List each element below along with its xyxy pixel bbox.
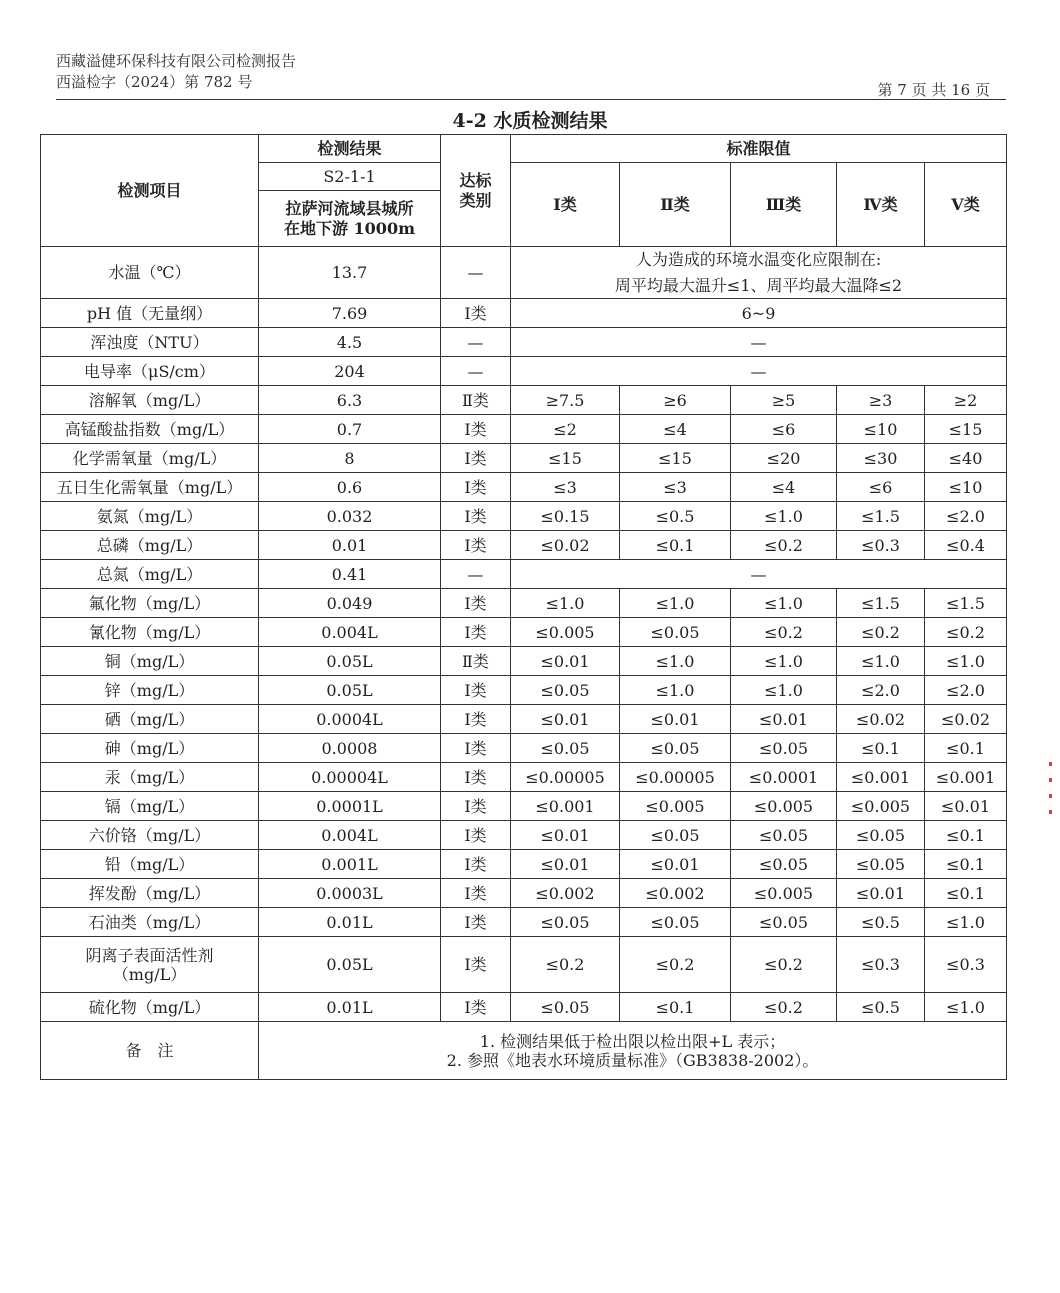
standard-limit-class-3: ≤20 [731, 444, 837, 473]
standard-limit-class-3: ≤0.05 [731, 734, 837, 763]
test-item [41, 937, 259, 993]
company-name: 西藏溢健环保科技有限公司检测报告 [56, 52, 297, 70]
table-row [41, 618, 1007, 647]
grade-class: Ⅰ类 [441, 415, 511, 444]
standard-limit-class-1: ≤0.15 [511, 502, 620, 531]
table-row [41, 328, 1007, 357]
standard-limit-class-4: ≤0.5 [837, 993, 925, 1022]
standard-limit-class-4: ≤0.001 [837, 763, 925, 792]
table-row [41, 763, 1007, 792]
standard-limit-line1: 人为造成的环境水温变化应限制在: [635, 250, 882, 269]
table-row [41, 879, 1007, 908]
test-result: 7.69 [259, 299, 441, 328]
standard-limit-class-2: ≤0.00005 [620, 763, 731, 792]
table-row [41, 734, 1007, 763]
standard-limit-class-3: ≤0.005 [731, 879, 837, 908]
standard-limit-class-3: ≤0.2 [731, 531, 837, 560]
standard-limit-class-3: ≥5 [731, 386, 837, 415]
test-item: 总磷（mg/L） [41, 531, 259, 560]
test-result: 0.41 [259, 560, 441, 589]
table-row [41, 676, 1007, 705]
test-item: 硒（mg/L） [41, 705, 259, 734]
header-class-3: Ⅲ类 [731, 163, 837, 247]
grade-class: Ⅰ类 [441, 792, 511, 821]
standard-limit-class-1: ≤0.01 [511, 705, 620, 734]
standard-limit-class-4: ≤0.5 [837, 908, 925, 937]
standard-limit-class-1: ≤0.05 [511, 734, 620, 763]
header-item: 检测项目 [41, 135, 259, 247]
header-result: 检测结果 [259, 135, 441, 163]
standard-limit-class-1: ≥7.5 [511, 386, 620, 415]
standard-limit-class-1: ≤15 [511, 444, 620, 473]
standard-limit-class-5: ≤0.3 [925, 937, 1007, 993]
grade-class: Ⅰ类 [441, 705, 511, 734]
standard-limit-class-5: ≤0.1 [925, 821, 1007, 850]
standard-limit-class-4: ≤0.1 [837, 734, 925, 763]
table-row [41, 908, 1007, 937]
report-number: 西溢检字（2024）第 782 号 [56, 73, 253, 91]
test-item: 镉（mg/L） [41, 792, 259, 821]
standard-limit-class-4: ≤0.05 [837, 821, 925, 850]
standard-limit-class-5: ≥2 [925, 386, 1007, 415]
standard-limit-class-2: ≤1.0 [620, 589, 731, 618]
table-row [41, 473, 1007, 502]
standard-limit-class-2: ≤0.05 [620, 618, 731, 647]
test-result: 0.049 [259, 589, 441, 618]
table-row [41, 531, 1007, 560]
test-result: 13.7 [259, 247, 441, 299]
standard-limit-class-3: ≤6 [731, 415, 837, 444]
standard-limit-class-4: ≤1.5 [837, 502, 925, 531]
standard-limit-class-3: ≤1.0 [731, 676, 837, 705]
standard-limit-class-2: ≤4 [620, 415, 731, 444]
standard-limit-class-2: ≤0.05 [620, 734, 731, 763]
standard-limit-class-5: ≤40 [925, 444, 1007, 473]
standard-limit-class-4: ≤0.3 [837, 531, 925, 560]
grade-class: Ⅰ类 [441, 444, 511, 473]
standard-limit-class-4: ≤10 [837, 415, 925, 444]
standard-limit-class-3: ≤0.01 [731, 705, 837, 734]
standard-limit-class-5: ≤10 [925, 473, 1007, 502]
standard-limit-class-2: ≤0.1 [620, 531, 731, 560]
test-item: 水温（℃） [41, 247, 259, 299]
grade-class: Ⅱ类 [441, 386, 511, 415]
table-row [41, 821, 1007, 850]
binding-edge-marks [1049, 762, 1053, 832]
standard-limit-class-2: ≤0.002 [620, 879, 731, 908]
test-item: 氰化物（mg/L） [41, 618, 259, 647]
table-row [41, 589, 1007, 618]
standard-limit-class-5: ≤0.1 [925, 734, 1007, 763]
test-item: 石油类（mg/L） [41, 908, 259, 937]
grade-class: Ⅰ类 [441, 850, 511, 879]
table-row [41, 705, 1007, 734]
standard-limit-class-4: ≤6 [837, 473, 925, 502]
grade-class: Ⅰ类 [441, 299, 511, 328]
test-result: 6.3 [259, 386, 441, 415]
header-class-2: Ⅱ类 [620, 163, 731, 247]
standard-limit-class-1: ≤0.05 [511, 908, 620, 937]
standard-limit-class-4: ≤0.005 [837, 792, 925, 821]
table-title: 4-2 水质检测结果 [452, 110, 608, 132]
header-standard: 标准限值 [511, 135, 1007, 163]
table-row [41, 647, 1007, 676]
sample-location [259, 191, 441, 247]
test-item: 总氮（mg/L） [41, 560, 259, 589]
standard-limit-class-2: ≤0.01 [620, 850, 731, 879]
standard-limit-class-2: ≤0.1 [620, 993, 731, 1022]
test-item: 溶解氧（mg/L） [41, 386, 259, 415]
standard-limit-line2: 周平均最大温升≤1、周平均最大温降≤2 [614, 275, 903, 295]
standard-limit-class-5: ≤0.2 [925, 618, 1007, 647]
grade-class: — [441, 328, 511, 357]
standard-limit-class-5: ≤1.0 [925, 908, 1007, 937]
standard-limit-class-4: ≤2.0 [837, 676, 925, 705]
standard-limit-class-1: ≤3 [511, 473, 620, 502]
grade-class: — [441, 247, 511, 299]
test-result: 204 [259, 357, 441, 386]
table-row [41, 444, 1007, 473]
standard-limit-class-5: ≤2.0 [925, 502, 1007, 531]
standard-limit-class-4: ≥3 [837, 386, 925, 415]
test-item: 铅（mg/L） [41, 850, 259, 879]
grade-class: — [441, 560, 511, 589]
standard-limit-class-2: ≤0.01 [620, 705, 731, 734]
test-result: 0.7 [259, 415, 441, 444]
header-class-4: Ⅳ类 [837, 163, 925, 247]
grade-class: Ⅰ类 [441, 937, 511, 993]
standard-limit-class-5: ≤1.0 [925, 647, 1007, 676]
test-result: 0.004L [259, 821, 441, 850]
notes [259, 1022, 1007, 1080]
standard-limit-class-2: ≤0.005 [620, 792, 731, 821]
standard-limit-class-1: ≤0.01 [511, 850, 620, 879]
edge-mark [1049, 762, 1052, 766]
test-item: 挥发酚（mg/L） [41, 879, 259, 908]
test-result: 0.05L [259, 937, 441, 993]
standard-limit-class-1: ≤0.00005 [511, 763, 620, 792]
grade-class: Ⅰ类 [441, 676, 511, 705]
test-result: 0.0001L [259, 792, 441, 821]
table-row [41, 299, 1007, 328]
header-divider [56, 99, 1006, 100]
standard-limit-class-1: ≤0.02 [511, 531, 620, 560]
test-result: 0.032 [259, 502, 441, 531]
standard-limit-class-4: ≤0.01 [837, 879, 925, 908]
standard-limit-class-5: ≤0.4 [925, 531, 1007, 560]
standard-limit-class-5: ≤15 [925, 415, 1007, 444]
notes-label: 备 注 [41, 1022, 259, 1080]
test-result: 0.004L [259, 618, 441, 647]
test-item: 电导率（μS/cm） [41, 357, 259, 386]
header-grade-line1: 达标 [459, 171, 492, 191]
grade-class: Ⅰ类 [441, 763, 511, 792]
standard-limit-class-4: ≤30 [837, 444, 925, 473]
test-result: 8 [259, 444, 441, 473]
header-class-5: Ⅴ类 [925, 163, 1007, 247]
sample-location-line1: 拉萨河流域县城所 [285, 199, 414, 219]
test-item: 氟化物（mg/L） [41, 589, 259, 618]
grade-class: Ⅰ类 [441, 734, 511, 763]
table-row [41, 386, 1007, 415]
standard-limit-class-1: ≤0.001 [511, 792, 620, 821]
standard-limit-class-2: ≥6 [620, 386, 731, 415]
header-grade [441, 135, 511, 247]
header-class-1: Ⅰ类 [511, 163, 620, 247]
table-row [41, 357, 1007, 386]
test-item: 铜（mg/L） [41, 647, 259, 676]
standard-limit-class-3: ≤0.005 [731, 792, 837, 821]
standard-limit-class-4: ≤0.2 [837, 618, 925, 647]
sample-id: S2-1-1 [259, 163, 441, 191]
standard-limit-class-2: ≤15 [620, 444, 731, 473]
test-result: 0.001L [259, 850, 441, 879]
grade-class: Ⅰ类 [441, 821, 511, 850]
grade-class: Ⅱ类 [441, 647, 511, 676]
standard-limit-class-2: ≤0.05 [620, 821, 731, 850]
standard-limit-class-1: ≤0.2 [511, 937, 620, 993]
standard-limit-class-2: ≤1.0 [620, 647, 731, 676]
table-row [41, 247, 1007, 299]
standard-limit-class-3: ≤0.05 [731, 850, 837, 879]
standard-limit-class-3: ≤1.0 [731, 589, 837, 618]
test-item: 六价铬（mg/L） [41, 821, 259, 850]
grade-class: Ⅰ类 [441, 993, 511, 1022]
standard-limit-class-5: ≤0.02 [925, 705, 1007, 734]
standard-limit-class-5: ≤2.0 [925, 676, 1007, 705]
water-quality-table [40, 134, 1007, 1080]
standard-limit-class-5: ≤0.01 [925, 792, 1007, 821]
test-item: 砷（mg/L） [41, 734, 259, 763]
test-item-line2: （mg/L） [112, 964, 187, 984]
standard-limit-class-4: ≤0.02 [837, 705, 925, 734]
test-item: 高锰酸盐指数（mg/L） [41, 415, 259, 444]
standard-limit-class-2: ≤1.0 [620, 676, 731, 705]
standard-limit-class-3: ≤0.0001 [731, 763, 837, 792]
standard-limit-merged [511, 247, 1007, 299]
test-item: 五日生化需氧量（mg/L） [41, 473, 259, 502]
standard-limit-class-5: ≤0.1 [925, 879, 1007, 908]
grade-class: Ⅰ类 [441, 908, 511, 937]
standard-limit-class-1: ≤0.005 [511, 618, 620, 647]
standard-limit-class-1: ≤1.0 [511, 589, 620, 618]
test-result: 0.05L [259, 676, 441, 705]
table-row [41, 850, 1007, 879]
standard-limit-class-2: ≤0.5 [620, 502, 731, 531]
standard-limit-class-5: ≤1.5 [925, 589, 1007, 618]
standard-limit-class-5: ≤0.001 [925, 763, 1007, 792]
test-result: 0.0004L [259, 705, 441, 734]
test-item: 汞（mg/L） [41, 763, 259, 792]
grade-class: — [441, 357, 511, 386]
page-number: 第 7 页 共 16 页 [877, 81, 990, 99]
standard-limit-class-3: ≤1.0 [731, 502, 837, 531]
standard-limit-class-1: ≤0.01 [511, 647, 620, 676]
standard-limit-class-3: ≤0.2 [731, 993, 837, 1022]
test-item-line1: 阴离子表面活性剂 [85, 945, 214, 965]
standard-limit-class-5: ≤0.1 [925, 850, 1007, 879]
edge-mark [1049, 810, 1052, 814]
standard-limit-class-4: ≤0.05 [837, 850, 925, 879]
standard-limit-class-3: ≤1.0 [731, 647, 837, 676]
standard-limit-class-4: ≤0.3 [837, 937, 925, 993]
test-result: 0.0003L [259, 879, 441, 908]
standard-limit-class-3: ≤0.05 [731, 821, 837, 850]
grade-class: Ⅰ类 [441, 879, 511, 908]
test-result: 0.6 [259, 473, 441, 502]
test-result: 0.01L [259, 993, 441, 1022]
standard-limit-class-4: ≤1.0 [837, 647, 925, 676]
standard-limit-class-1: ≤0.05 [511, 676, 620, 705]
note-1: 1. 检测结果低于检出限以检出限+L 表示； [479, 1031, 786, 1051]
standard-limit-class-1: ≤2 [511, 415, 620, 444]
standard-limit-merged: — [511, 357, 1007, 386]
test-result: 4.5 [259, 328, 441, 357]
test-result: 0.05L [259, 647, 441, 676]
edge-mark [1049, 778, 1052, 782]
standard-limit-class-4: ≤1.5 [837, 589, 925, 618]
standard-limit-merged: — [511, 560, 1007, 589]
standard-limit-class-3: ≤0.2 [731, 937, 837, 993]
table-row [41, 937, 1007, 993]
table-row [41, 792, 1007, 821]
standard-limit-class-5: ≤1.0 [925, 993, 1007, 1022]
note-2: 2. 参照《地表水环境质量标准》（GB3838-2002）。 [446, 1050, 819, 1070]
table-row [41, 560, 1007, 589]
standard-limit-class-3: ≤0.05 [731, 908, 837, 937]
grade-class: Ⅰ类 [441, 502, 511, 531]
test-item: 化学需氧量（mg/L） [41, 444, 259, 473]
standard-limit-class-2: ≤0.2 [620, 937, 731, 993]
test-item: 锌（mg/L） [41, 676, 259, 705]
test-item: 氨氮（mg/L） [41, 502, 259, 531]
test-result: 0.01L [259, 908, 441, 937]
standard-limit-merged: — [511, 328, 1007, 357]
standard-limit-class-3: ≤4 [731, 473, 837, 502]
test-result: 0.01 [259, 531, 441, 560]
table-row [41, 415, 1007, 444]
test-item: 浑浊度（NTU） [41, 328, 259, 357]
grade-class: Ⅰ类 [441, 531, 511, 560]
edge-mark [1049, 794, 1052, 798]
test-result: 0.00004L [259, 763, 441, 792]
test-result: 0.0008 [259, 734, 441, 763]
standard-limit-class-1: ≤0.05 [511, 993, 620, 1022]
test-item: 硫化物（mg/L） [41, 993, 259, 1022]
sample-location-line2: 在地下游 1000m [283, 218, 416, 238]
standard-limit-class-2: ≤3 [620, 473, 731, 502]
header-grade-line2: 类别 [459, 190, 492, 210]
table-row [41, 993, 1007, 1022]
grade-class: Ⅰ类 [441, 618, 511, 647]
standard-limit-class-1: ≤0.01 [511, 821, 620, 850]
standard-limit-class-2: ≤0.05 [620, 908, 731, 937]
grade-class: Ⅰ类 [441, 589, 511, 618]
standard-limit-class-1: ≤0.002 [511, 879, 620, 908]
standard-limit-class-3: ≤0.2 [731, 618, 837, 647]
test-item: pH 值（无量纲） [41, 299, 259, 328]
standard-limit-merged: 6~9 [511, 299, 1007, 328]
grade-class: Ⅰ类 [441, 473, 511, 502]
table-row [41, 502, 1007, 531]
